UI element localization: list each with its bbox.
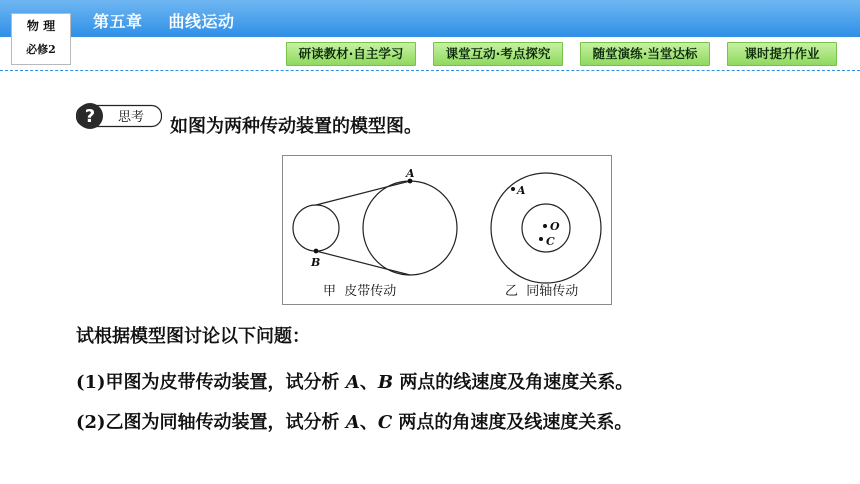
point-b-belt bbox=[314, 249, 319, 254]
question-2 bbox=[76, 408, 632, 434]
chapter-number: 第五章 bbox=[93, 12, 143, 31]
coaxial-drive-diagram bbox=[491, 173, 601, 283]
questions-intro: 试根据模型图讨论以下问题： bbox=[76, 326, 310, 347]
question-1-prefix: (1)甲图为皮带传动装置，试分析 bbox=[76, 372, 340, 393]
label-o-coax: O bbox=[550, 220, 560, 233]
coaxial-drive-caption: 乙 同轴传动 bbox=[505, 284, 579, 299]
nav-button-study[interactable]: 研读教材·自主学习 bbox=[286, 42, 416, 66]
question-1-separator: 、 bbox=[359, 372, 378, 393]
point-c-coax bbox=[539, 237, 543, 241]
small-pulley bbox=[293, 205, 339, 251]
question-2-separator: 、 bbox=[359, 412, 378, 433]
nav-button-interaction[interactable]: 课堂互动·考点探究 bbox=[433, 42, 563, 66]
nav-button-homework[interactable]: 课时提升作业 bbox=[727, 42, 837, 66]
question-2-prefix: (2)乙图为同轴传动装置，试分析 bbox=[76, 412, 340, 433]
question-1-suffix: 两点的线速度及角速度关系。 bbox=[399, 372, 634, 393]
chapter-title bbox=[93, 9, 235, 29]
transmission-figure bbox=[282, 155, 612, 305]
question-1 bbox=[76, 368, 633, 394]
subject-tab[interactable]: 物 理 bbox=[11, 13, 71, 37]
point-o-coax bbox=[543, 224, 547, 228]
question-2-point-a: A bbox=[345, 412, 360, 433]
large-pulley bbox=[363, 181, 457, 275]
question-2-point-c: C bbox=[377, 412, 393, 433]
volume-tab[interactable]: 必修2 bbox=[11, 37, 71, 65]
think-badge-label: 思考 bbox=[117, 110, 145, 125]
point-a-coax bbox=[511, 187, 515, 191]
outer-wheel bbox=[491, 173, 601, 283]
chapter-section: 曲线运动 bbox=[168, 12, 235, 31]
nav-button-practice[interactable]: 随堂演练·当堂达标 bbox=[580, 42, 710, 66]
question-1-point-a: A bbox=[345, 372, 360, 393]
label-a-belt: A bbox=[406, 167, 415, 180]
svg-text:?: ? bbox=[84, 106, 96, 127]
question-1-point-b: B bbox=[377, 372, 394, 393]
belt-drive-caption: 甲 皮带传动 bbox=[323, 284, 397, 299]
label-c-coax: C bbox=[546, 235, 555, 248]
belt-top bbox=[316, 181, 410, 205]
header-divider bbox=[0, 70, 860, 71]
label-a-coax: A bbox=[517, 184, 526, 197]
think-text: 如图为两种传动装置的模型图。 bbox=[170, 116, 422, 137]
question-2-suffix: 两点的角速度及线速度关系。 bbox=[398, 412, 633, 433]
belt-bottom bbox=[316, 251, 410, 275]
label-b-belt: B bbox=[311, 256, 321, 269]
think-badge bbox=[76, 101, 162, 131]
